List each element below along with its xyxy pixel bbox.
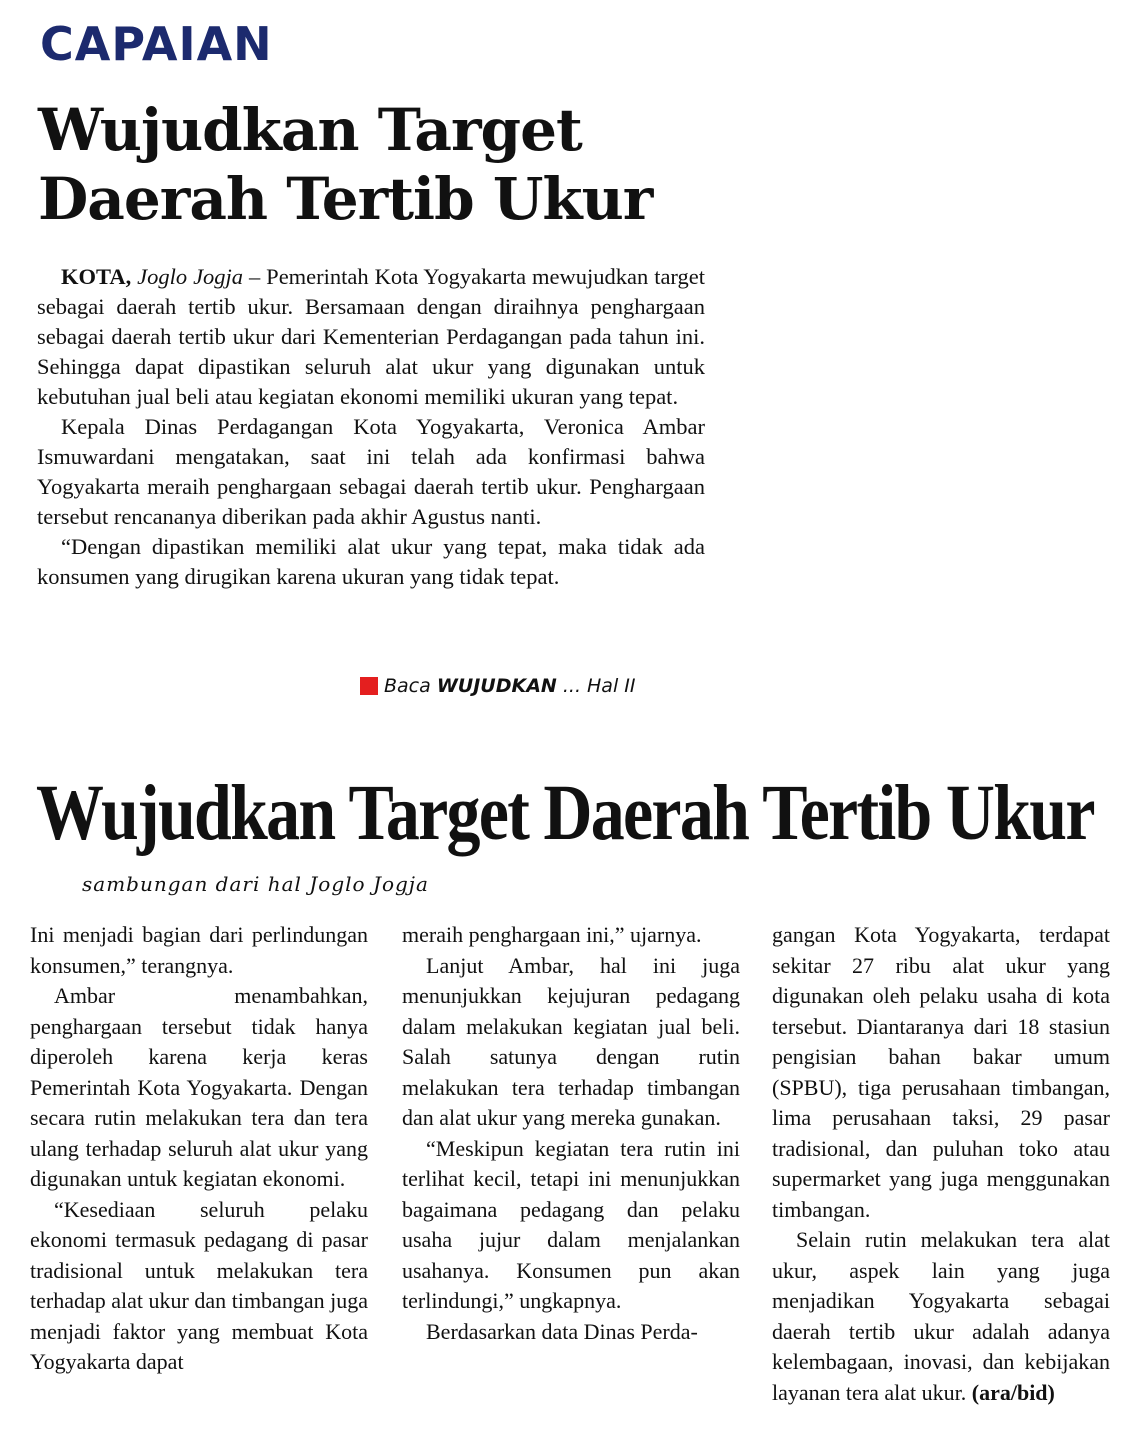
col3-paragraph: gangan Kota Yogyakarta, terdapat sekitar 27 ribu alat ukur yang digunakan oleh pelaku usaha di kota tersebut. Diantaranya dari 18 stasiun pengisian bahan bakar umum (SPBU), tiga perusahaan timbangan, lima perusahaan taksi, 29 pasar tradisional, dan puluhan toko atau supermarket yang juga menggunakan timbangan.	[772, 922, 1110, 1222]
front-paragraph-3: “Dengan dipastikan memiliki alat ukur yang tepat, maka tidak ada konsumen yang dirugikan karena ukuran yang tidak tepat.	[37, 534, 705, 589]
more-keyword: WUJUDKAN	[436, 675, 557, 697]
col1-paragraph: “Kesediaan seluruh pelaku ekonomi termasuk pedagang di pasar tradisional untuk melakukan tera terhadap alat ukur dan timbangan juga menjadi faktor yang membuat Kota Yogyakarta dapat	[30, 1196, 368, 1374]
continued-from-note: sambungan dari hal Joglo Jogja	[82, 872, 429, 896]
column-2	[402, 920, 740, 1347]
front-paragraph-1	[37, 262, 705, 412]
author-byline: (ara/bid)	[971, 1379, 1055, 1405]
continuation-headline: Wujudkan Target Daerah Tertib Ukur	[36, 770, 1094, 857]
red-square-icon	[360, 677, 378, 695]
col2-paragraph: Lanjut Ambar, hal ini juga menunjukkan kejujuran pedagang dalam melakukan kegiatan jual beli. Salah satunya dengan rutin melakukan tera terhadap timbangan dan alat ukur yang mereka gunakan.	[402, 952, 740, 1130]
front-article-body	[37, 262, 705, 592]
col3-paragraph	[772, 1225, 1110, 1408]
col3-last-text: Selain rutin melakukan tera alat ukur, aspek lain yang juga menjadikan Yogyakarta sebagai daerah tertib ukur adalah adanya kelembagaan, inovasi, dan kebijakan layanan tera alat ukur.	[772, 1227, 1110, 1405]
continued-on-reference	[360, 672, 635, 700]
news-source: Joglo Jogja	[137, 264, 244, 289]
more-suffix: ... Hal II	[562, 675, 636, 697]
col2-paragraph: Berdasarkan data Dinas Perda-	[426, 1318, 698, 1344]
more-prefix: Baca	[384, 675, 431, 697]
front-paragraph-2: Kepala Dinas Perdagangan Kota Yogyakarta, Veronica Ambar Ismuwardani mengatakan, saat ini telah ada konfirmasi bahwa Yogyakarta meraih penghargaan sebagai daerah tertib ukur. Penghargaan tersebut rencananya diberikan pada akhir Agustus nanti.	[37, 414, 705, 529]
column-3	[772, 920, 1110, 1408]
front-paragraph-1-text: – Pemerintah Kota Yogyakarta mewujudkan target sebagai daerah tertib ukur. Bersamaan dengan diraihnya penghargaan sebagai daerah tertib ukur dari Kementerian Perdagangan pada tahun ini. Sehingga dapat dipastikan seluruh alat ukur yang digunakan untuk kebutuhan jual beli atau kegiatan ekonomi memiliki ukuran yang tepat.	[37, 264, 706, 409]
col2-paragraph: meraih penghargaan ini,” ujarnya.	[402, 922, 702, 947]
col1-paragraph: Ambar menambahkan, penghargaan tersebut tidak hanya diperoleh karena kerja keras Pemerintah Kota Yogyakarta. Dengan secara rutin melakukan tera dan tera ulang terhadap seluruh alat ukur yang digunakan untuk kegiatan ekonomi.	[30, 983, 368, 1191]
dateline: KOTA,	[61, 264, 132, 289]
col2-paragraph: “Meskipun kegiatan tera rutin ini terlihat kecil, tetapi ini menunjukkan bagaimana pedagang dan pelaku usaha jujur dalam menjalankan usahanya. Konsumen pun akan terlindungi,” ungkapnya.	[402, 1135, 740, 1313]
front-headline: Wujudkan Target Daerah Tertib Ukur	[38, 96, 653, 233]
column-1	[30, 920, 368, 1378]
col1-paragraph: Ini menjadi bagian dari perlindungan konsumen,” terangnya.	[30, 922, 368, 978]
section-rubric: CAPAIAN	[40, 17, 273, 71]
